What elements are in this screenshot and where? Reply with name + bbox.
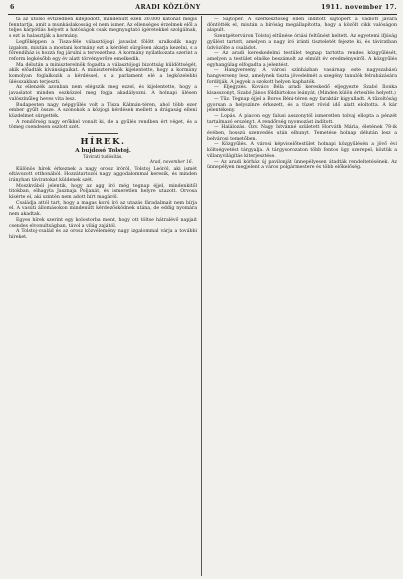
article-title: A bujdosó Tolstoj.: [75, 148, 131, 155]
section-title: HÍREK.: [80, 137, 126, 148]
header-rule: [8, 14, 397, 15]
paragraph: — Hangverseny. A városi színházban vasárnap este nagyszabású hangverseny lesz, amelynek tiszta jövedelmét a szegény tanulók felruházására fordítják. A jegyek a szokott helyen kaphatók.: [207, 68, 397, 85]
paragraph: — Lopás. A piacon egy falusi asszonytól ismeretlen tolvaj ellopta a pénzét tartalmazó erszényt. A rendőrség nyomozást indított.: [207, 113, 397, 125]
paragraph: Szentpéterváron Tolstoj eltűnése óriási feltűnést keltett. Az egyetemi ifjúság gyűlést tartott, amelyen a nagy író iránti tiszteletét fejezte ki, és táviratban üdvözölte a családot.: [207, 34, 397, 51]
paragraph: Ma délután a miniszterelnök fogadta a választójogi bizottság küldöttségét, akik előadták kívánságaikat. A miniszterelnök kijelentette, hogy a kormány komolyan foglalkozik a kérdéssel, s a parlament elé a legközelebbi ülésszakban terjeszti.: [9, 62, 197, 85]
paragraph: Különös hírek érkeznek a nagy orosz íróról, Tolstoj Leóról, aki ismét eltávozott otthonából. Hozzátartozói nagy aggodalommal keresik, és minden irányban táviratokat küldenek szét.: [9, 166, 197, 183]
paragraph: Moszkvából jelentik, hogy az agg író még tegnap éjjel, mindenkitől titokban, elhagyta Jasznaja Poljanát, és ismeretlen helyre utazott. Orvosa kísérte el, aki szintén nem adott hírt magáról.: [9, 183, 197, 201]
column-divider: [201, 16, 202, 576]
newspaper-title: ARADI KÖZLÖNY: [135, 3, 201, 11]
paragraph: A rendőrség nagy erőkkel vonult ki, de a gyűlés rendben ért véget, és a tömeg csendesen oszlott szét.: [9, 119, 197, 131]
paragraph: Egyes hírek szerint egy kolostorba ment, hogy ott töltse hátralévő napjait csendes elvonultságban, távol a világ zajától.: [9, 217, 197, 229]
article-byline: Távirati tudósítás.: [83, 155, 123, 161]
paragraph: Az ellenzék azonban nem elégszik meg ezzel, és kijelentette, hogy a javaslatot minden eszközzel meg fogja akadályozni. A holnapi ülésen valószínűleg heves vita lesz.: [9, 85, 197, 102]
paragraph: — Közgyűlés. A városi képviselőtestület holnapi közgyűlésén a jövő évi költségvetést tárgyalja. A tárgysorozaton több fontos ügy szerepel, köztük a villanyvilágítás kiterjesztése.: [207, 142, 397, 159]
paragraph: — Halálozás. Özv. Nagy Istvánné született Horváth Mária, életének 78-ik évében, hosszú szenvedés után elhunyt. Temetése holnap délután lesz a belvárosi temetőben.: [207, 125, 397, 142]
paragraph: — Az aradi kórház új pavilonját ünnepélyesen átadták rendeltetésének. Az ünnepélyen megjelent a város polgármestere és több előkelőség.: [207, 159, 397, 171]
paragraph: Budapesten nagy népgyűlés volt a Tisza Kálmán-téren, ahol több ezer ember gyűlt össze. A szónokok a közjogi kérdések mellett a drágaság elleni küzdelmet sürgették.: [9, 102, 197, 119]
paragraph: A Tolstoj-család és az orosz közvélemény nagy izgalommal várja a további híreket.: [9, 229, 197, 240]
left-column-text-before: [9, 17, 197, 131]
issue-date: 1911. november 17.: [321, 3, 397, 11]
paragraph: — Az aradi kereskedelmi testület tegnap tartotta rendes közgyűlését, amelyen a testület elnöke beszámolt az elmúlt év eredményeiről. A közgyűlés egyhangúlag elfogadta a jelentést.: [207, 51, 397, 68]
page-number: 6: [10, 3, 15, 11]
paragraph: Legfőképpen a Tisza-féle választójogi javaslat fölött uralkodik nagy izgalom, miután a mostani kormány ezt a kérdést sürgősen akarja kezelni, s a főrendiház is hozzá fog járulni a tervezethez. A kormány nyilatkozata szerint a reform legkésőbb egy év alatt törvényerőre emelkedik.: [9, 39, 197, 62]
page-header: [0, 0, 403, 14]
left-column: [9, 17, 197, 577]
paragraph: ta az utolsó évtizedben kifejlődött, mindenütt ezen 30.000 katonát mégis fenntartja, amit a munkáslakosság el nem ismer. Az ellenséges érzelmek elől a teljes kárpótlás helyett a hatóságok csak megnyugtató ígéretekkel szolgálnak, s ezt is halasztják a kormány.: [9, 17, 197, 40]
paragraph: — Sajtóper. A szerkesztőség ellen indított sajtópert a vádlott javára döntötték el, miután a bíróság megállapította, hogy a közölt cikk valóságon alapult.: [207, 17, 397, 34]
paragraph: Családja attól tart, hogy a magas korú író az utazás fáradalmait nem bírja el. A vasúti állomásokon mindenütt kérdezősködnek utána, de eddig nyomára nem akadtak.: [9, 200, 197, 218]
paragraph: — Eljegyzés. Kovács Béla aradi kereskedő eljegyezte Szabó Ilonka kisasszonyt, Szabó János földbirtokos leányát. (Minden külön értesítés helyett.): [207, 85, 397, 97]
right-column: [207, 17, 397, 577]
article-dateline: Arad, november 16.: [149, 160, 193, 166]
section-divider: [88, 133, 118, 134]
left-column-text-after: [9, 167, 197, 241]
paragraph: — Tűz. Tegnap éjjel a Boros Béni-téren egy faraktár kigyulladt. A tűzoltóság gyorsan a helyszínre érkezett, és a tüzet rövid idő alatt eloltotta. A kár jelentékeny.: [207, 96, 397, 114]
